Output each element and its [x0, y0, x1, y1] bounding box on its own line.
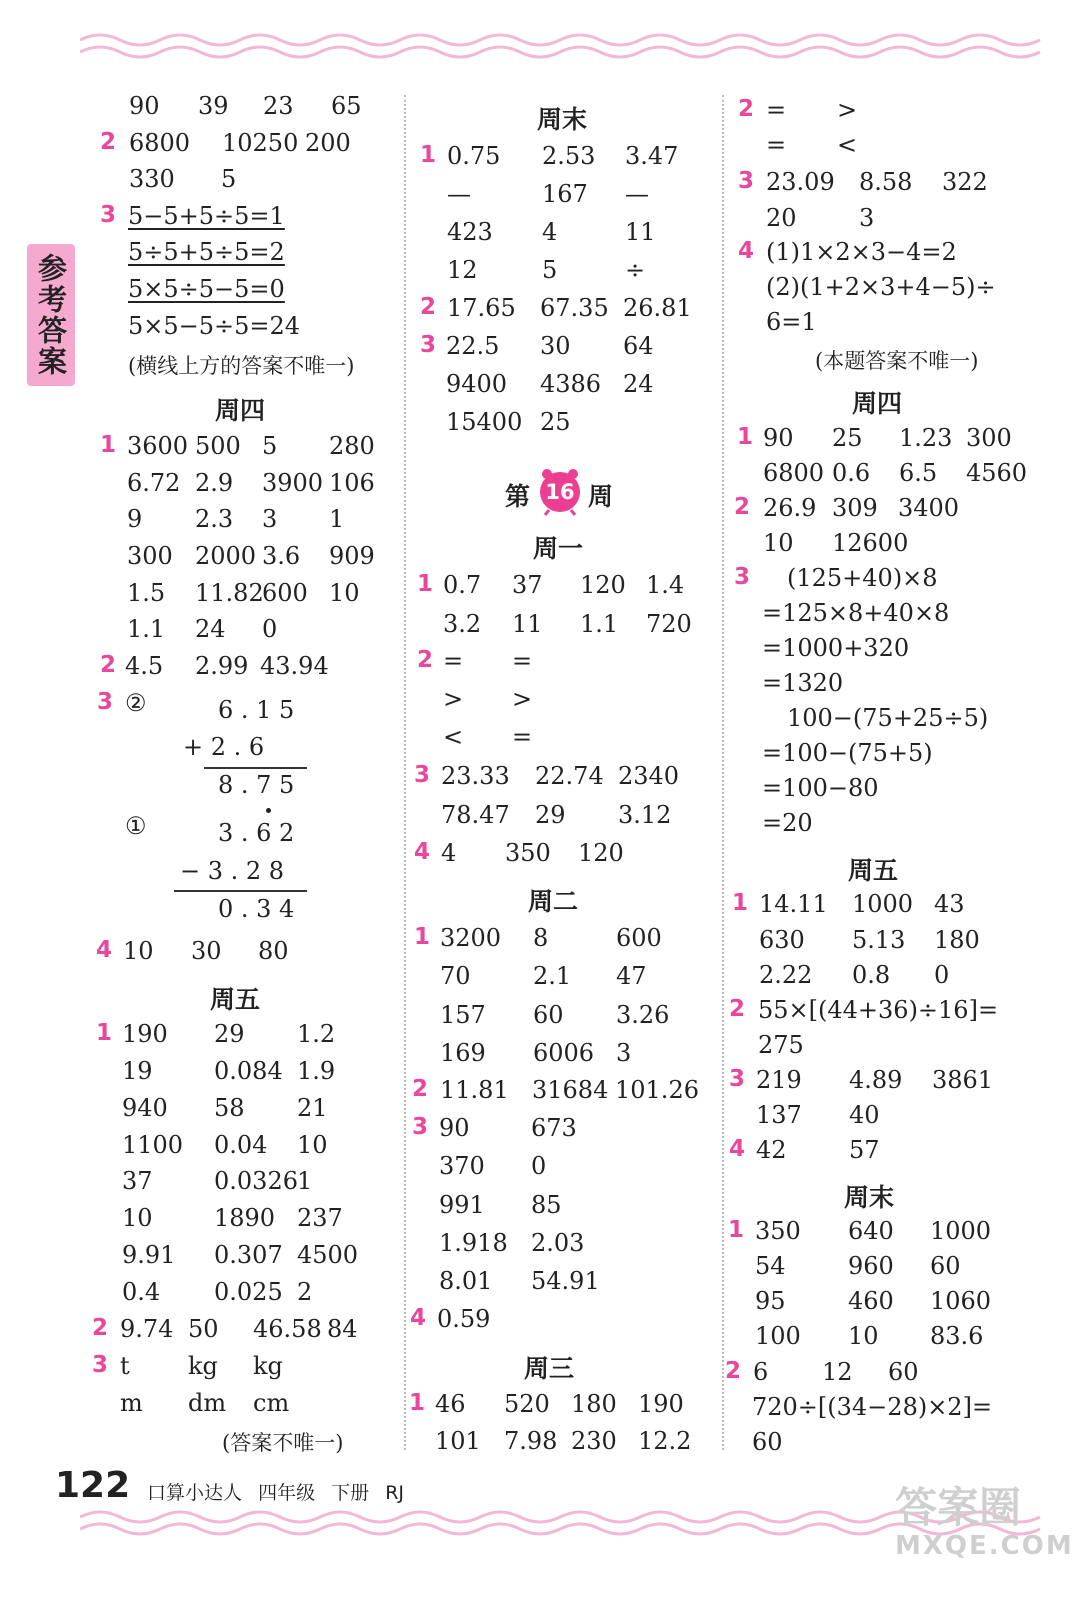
answer-value: 84	[327, 1315, 358, 1343]
answer-value: 4560	[966, 459, 1028, 487]
answer-value: 0	[934, 961, 950, 989]
answer-value: 230	[571, 1427, 617, 1455]
answer-value: 169	[440, 1039, 486, 1067]
book-grade: 四年级	[258, 1482, 316, 1504]
answer-value: 65	[331, 92, 362, 120]
answer-value: 0.6	[832, 459, 871, 487]
watermark-line1: 答案圈	[895, 1483, 1022, 1532]
vertical-calc-number: − 3 . 2 8	[180, 857, 285, 885]
watermark-line2: MXQE.COM	[895, 1531, 1074, 1561]
question-number: 1	[728, 1217, 745, 1243]
section-title-friday-2: 周五	[848, 856, 899, 885]
answer-value: 23.33	[441, 762, 510, 790]
answer-value: 3.12	[618, 801, 672, 829]
answer-value: 11.82	[195, 579, 264, 607]
answer-value: 23.09	[766, 168, 835, 196]
section-title-tuesday: 周二	[528, 887, 579, 916]
answer-value: 106	[329, 469, 375, 497]
answer-value: 4.5	[125, 652, 164, 680]
week-header-suffix: 周	[588, 482, 614, 511]
book-volume: 下册	[331, 1482, 370, 1504]
answer-value: 1100	[122, 1131, 184, 1159]
answer-value: —	[447, 180, 471, 208]
answer-value: 630	[759, 926, 805, 954]
answer-value: 6.72	[127, 469, 181, 497]
answer-value: =	[766, 96, 787, 124]
answer-value: 237	[297, 1204, 343, 1232]
answer-value: 24	[623, 370, 654, 398]
answer-value: 1.2	[297, 1020, 336, 1048]
answer-value: 24	[195, 615, 226, 643]
answer-value: t	[120, 1352, 130, 1380]
week-number-badge: 16	[540, 472, 580, 512]
answer-value: 29	[535, 801, 566, 829]
answer-value: 2.1	[533, 962, 572, 990]
answer-value: 3400	[898, 494, 960, 522]
answer-value: 2.03	[531, 1229, 585, 1257]
answer-value: 43.94	[260, 652, 329, 680]
question-number: 3	[738, 168, 755, 194]
equation-line: 6=1	[766, 308, 817, 336]
vertical-calc-number: 8 . 7 5	[218, 771, 295, 799]
answer-value: 200	[305, 129, 351, 157]
answer-value: 2.9	[195, 469, 234, 497]
answer-value: 1.1	[127, 615, 166, 643]
answer-value: 0.59	[437, 1305, 491, 1333]
answer-value: 11	[625, 218, 656, 246]
equation-line: 275	[758, 1031, 804, 1059]
answer-value: 64	[623, 332, 654, 360]
equation-line: (125+40)×8	[787, 564, 938, 592]
equation-line: 5−5+5÷5=1	[128, 202, 285, 230]
watermark	[895, 1475, 1074, 1561]
circled-marker: ②	[125, 689, 147, 717]
answer-value: 12	[447, 256, 478, 284]
answer-value: <	[837, 131, 858, 159]
question-number: 3	[97, 689, 114, 715]
answer-value: 30	[191, 937, 222, 965]
book-info	[147, 1478, 414, 1505]
answer-value: <	[443, 723, 464, 751]
equation-line: =100−(75+5)	[762, 739, 933, 767]
answer-value: 90	[439, 1114, 470, 1142]
answer-value: 600	[262, 579, 308, 607]
answer-value: 46	[435, 1390, 466, 1418]
answer-value: 10	[329, 579, 360, 607]
answer-value: 80	[258, 937, 289, 965]
question-number: 2	[725, 1358, 742, 1384]
equation-line: 720÷[(34−28)×2]=	[752, 1393, 993, 1421]
section-title-monday: 周一	[533, 534, 584, 563]
answer-value: 8.58	[859, 168, 913, 196]
answer-value: 25	[540, 408, 571, 436]
answer-value: 90	[763, 424, 794, 452]
answer-value: 10	[763, 529, 794, 557]
column-divider-2	[722, 95, 724, 1450]
question-number: 3	[414, 762, 431, 788]
answer-value: 0	[531, 1152, 547, 1180]
answer-value: 2.22	[759, 961, 813, 989]
answer-value: 157	[440, 1001, 486, 1029]
vertical-calc-number: 0 . 3 4	[218, 895, 295, 923]
answer-value: 2000	[195, 542, 257, 570]
answer-value: 350	[505, 839, 551, 867]
answer-value: 9	[127, 505, 143, 533]
answer-value: 120	[578, 839, 624, 867]
equation-line: 55×[(44+36)÷16]=	[758, 996, 999, 1024]
question-number: 2	[92, 1315, 109, 1341]
question-number: 2	[420, 294, 437, 320]
question-number: 4	[410, 1305, 427, 1331]
answer-value: 1890	[214, 1204, 276, 1232]
answer-value: 10	[123, 937, 154, 965]
section-title-wednesday: 周三	[524, 1354, 575, 1383]
equation-line: =1320	[762, 669, 844, 697]
answer-value: =	[512, 723, 533, 751]
question-number: 3	[412, 1114, 429, 1140]
answer-value: 300	[966, 424, 1012, 452]
answer-value: 1.5	[127, 579, 166, 607]
answer-value: 120	[580, 571, 626, 599]
equation-line: =100−80	[762, 774, 879, 802]
book-edition: RJ	[385, 1482, 404, 1504]
answer-value: 60	[930, 1252, 961, 1280]
answer-value: 720	[646, 610, 692, 638]
answer-value: m	[120, 1389, 143, 1417]
answer-value: 10	[297, 1131, 328, 1159]
answer-value: 12600	[832, 529, 909, 557]
question-number: 1	[417, 571, 434, 597]
answer-value: 25	[832, 424, 863, 452]
answer-value: 3200	[440, 924, 502, 952]
answer-value: 3.26	[616, 1001, 670, 1029]
answer-value: 85	[531, 1191, 562, 1219]
answer-value: 280	[329, 432, 375, 460]
answer-value: >	[837, 96, 858, 124]
equation-line: 60	[752, 1428, 783, 1456]
answer-value: 0	[262, 615, 278, 643]
answer-value: 4500	[297, 1241, 359, 1269]
answer-value: 0.307	[214, 1241, 283, 1269]
question-number: 2	[100, 129, 117, 155]
answer-value: 190	[638, 1390, 684, 1418]
answer-value: 322	[942, 168, 988, 196]
answer-value: 95	[755, 1287, 786, 1315]
answer-value: —	[625, 180, 649, 208]
answer-value: 26.9	[763, 494, 817, 522]
answer-value: 3600	[127, 432, 189, 460]
answer-value: 39	[198, 92, 229, 120]
answer-value: 3861	[932, 1066, 994, 1094]
answer-value: 2.3	[195, 505, 234, 533]
answer-value: 14.11	[759, 890, 828, 918]
equation-line: (2)(1+2×3+4−5)÷	[766, 273, 996, 301]
question-number: 3	[92, 1352, 109, 1378]
answer-value: =	[443, 647, 464, 675]
section-title-friday: 周五	[210, 985, 261, 1014]
answer-value: 6.5	[899, 459, 938, 487]
answer-value: 0.4	[122, 1278, 161, 1306]
answer-value: 350	[755, 1217, 801, 1245]
answer-value: 83.6	[930, 1322, 984, 1350]
answer-value: 10250	[222, 129, 299, 157]
answer-value: 1	[329, 505, 345, 533]
answer-value: 37	[512, 571, 543, 599]
section-title-thursday: 周四	[215, 396, 266, 425]
answer-value: 640	[848, 1217, 894, 1245]
answer-value: 19	[122, 1057, 153, 1085]
answer-value: 9400	[446, 370, 508, 398]
answer-value: 0.8	[852, 961, 891, 989]
answer-value: 3	[859, 204, 875, 232]
question-number: 3	[729, 1066, 746, 1092]
answer-value: =	[766, 131, 787, 159]
answer-value: 5	[221, 165, 237, 193]
answer-value: 8.01	[439, 1267, 493, 1295]
answer-value: 54.91	[531, 1267, 600, 1295]
answer-value: 600	[616, 924, 662, 952]
answer-value: 101	[435, 1427, 481, 1455]
vertical-sub-line	[174, 890, 307, 892]
decorative-wave-top	[80, 28, 1060, 68]
answer-value: 22.5	[446, 332, 500, 360]
answer-value: 991	[439, 1191, 485, 1219]
carry-dot	[266, 808, 271, 813]
equation-line: (1)1×2×3−4=2	[766, 238, 957, 266]
answer-value: 26.81	[623, 294, 692, 322]
answer-value: 7.98	[504, 1427, 558, 1455]
question-number: 2	[734, 494, 751, 520]
answer-value: 0.75	[447, 142, 501, 170]
answer-value: 30	[540, 332, 571, 360]
answer-value: 29	[214, 1020, 245, 1048]
circled-marker: ①	[125, 812, 147, 840]
book-title: 口算小达人	[147, 1482, 243, 1504]
answer-value: 0.084	[214, 1057, 283, 1085]
answer-value: 15400	[446, 408, 523, 436]
answer-value: 2.99	[195, 652, 249, 680]
answer-value: 5	[542, 256, 558, 284]
answer-note: (答案不唯一)	[222, 1431, 344, 1455]
question-number: 3	[734, 564, 751, 590]
answer-value: 3900	[262, 469, 324, 497]
question-number: 4	[414, 839, 431, 865]
answer-value: 423	[447, 218, 493, 246]
equation-line: 100−(75+25÷5)	[787, 704, 989, 732]
answer-value: 500	[195, 432, 241, 460]
answer-value: 12	[822, 1358, 853, 1386]
answer-value: 6006	[533, 1039, 595, 1067]
answer-value: 9.74	[120, 1315, 174, 1343]
answer-value: 31684	[532, 1076, 609, 1104]
answer-value: 3.47	[625, 142, 679, 170]
answer-value: >	[512, 685, 533, 713]
answer-value: 58	[214, 1094, 245, 1122]
answer-value: 21	[297, 1094, 328, 1122]
answer-value: 54	[755, 1252, 786, 1280]
answer-note: (横线上方的答案不唯一)	[128, 354, 355, 378]
question-number: 1	[96, 1020, 113, 1046]
question-number: 2	[417, 647, 434, 673]
answer-value: 370	[439, 1152, 485, 1180]
vertical-calc-number: + 2 . 6	[183, 733, 265, 761]
answer-note: (本题答案不唯一)	[815, 349, 979, 373]
question-number: 4	[729, 1136, 746, 1162]
answer-value: 1.1	[580, 610, 619, 638]
answer-value: 40	[849, 1101, 880, 1129]
answer-value: 20	[766, 204, 797, 232]
answer-value: 101.26	[615, 1076, 699, 1104]
answer-value: 940	[122, 1094, 168, 1122]
answer-value: 673	[531, 1114, 577, 1142]
question-number: 1	[100, 432, 117, 458]
answer-value: 46.58	[253, 1315, 322, 1343]
answer-value: 1.918	[439, 1229, 508, 1257]
column-divider-1	[404, 95, 406, 1450]
answer-value: 5	[262, 432, 278, 460]
page-number: 122	[55, 1465, 131, 1506]
answer-value: kg	[188, 1352, 218, 1380]
answer-value: 11.81	[440, 1076, 509, 1104]
answer-value: 57	[849, 1136, 880, 1164]
question-number: 3	[100, 202, 117, 228]
answer-value: 1	[297, 1167, 313, 1195]
answer-value: 909	[329, 542, 375, 570]
section-title-weekend-2: 周末	[844, 1183, 895, 1212]
vertical-calc-number: 3 . 6 2	[218, 819, 295, 847]
answer-value: 1060	[930, 1287, 992, 1315]
question-number: 3	[420, 332, 437, 358]
question-number: 2	[738, 96, 755, 122]
answer-value: 10	[122, 1204, 153, 1232]
answer-value: 180	[934, 926, 980, 954]
answer-value: 47	[616, 962, 647, 990]
answer-value: 6800	[763, 459, 825, 487]
question-number: 1	[414, 924, 431, 950]
question-number: 2	[412, 1076, 429, 1102]
answer-value: cm	[253, 1389, 290, 1417]
answer-value: 5.13	[852, 926, 906, 954]
answer-value: 520	[504, 1390, 550, 1418]
answer-value: 1000	[930, 1217, 992, 1245]
vertical-add-line	[204, 767, 307, 769]
answer-value: 180	[571, 1390, 617, 1418]
answer-value: 1000	[852, 890, 914, 918]
answer-value: 300	[127, 542, 173, 570]
side-tab-answers	[27, 244, 75, 386]
answer-value: 67.35	[540, 294, 609, 322]
answer-value: 60	[533, 1001, 564, 1029]
answer-value: 2	[297, 1278, 313, 1306]
answer-value: =	[512, 647, 533, 675]
equation-line: 5÷5+5÷5=2	[128, 238, 285, 266]
answer-value: 6800	[129, 129, 191, 157]
answer-value: 11	[512, 610, 543, 638]
vertical-calc-number: 6 . 1 5	[218, 696, 295, 724]
answer-value: 4386	[540, 370, 602, 398]
answer-value: 3	[616, 1039, 632, 1067]
answer-value: 78.47	[441, 801, 510, 829]
answer-value: 43	[934, 890, 965, 918]
equation-line: 5×5÷5−5=0	[128, 275, 285, 303]
answer-value: 309	[832, 494, 878, 522]
answer-value: 0.04	[214, 1131, 268, 1159]
section-title-weekend: 周末	[537, 105, 588, 134]
equation-line: =125×8+40×8	[762, 599, 950, 627]
section-title-thursday-2: 周四	[852, 389, 903, 418]
answer-value: 10	[848, 1322, 879, 1350]
answer-value: 460	[848, 1287, 894, 1315]
answer-value: 0.0326	[214, 1167, 298, 1195]
answer-value: 137	[756, 1101, 802, 1129]
answer-value: 22.74	[535, 762, 604, 790]
answer-value: 3.2	[443, 610, 482, 638]
answer-value: 3.6	[262, 542, 301, 570]
question-number: 2	[100, 652, 117, 678]
side-tab-label: 参考答案	[34, 253, 68, 377]
answer-value: kg	[253, 1352, 283, 1380]
answer-value: 2340	[618, 762, 680, 790]
answer-value: 1.23	[899, 424, 953, 452]
answer-value: 17.65	[447, 294, 516, 322]
answer-value: 1.9	[297, 1057, 336, 1085]
equation-line: =20	[762, 809, 813, 837]
answer-value: 3	[262, 505, 278, 533]
answer-value: 330	[129, 165, 175, 193]
answer-value: 4.89	[849, 1066, 903, 1094]
answer-value: 190	[122, 1020, 168, 1048]
answer-value: 42	[756, 1136, 787, 1164]
answer-value: 50	[188, 1315, 219, 1343]
answer-value: 70	[440, 962, 471, 990]
answer-value: 12.2	[638, 1427, 692, 1455]
answer-value: dm	[188, 1389, 227, 1417]
question-number: 2	[729, 996, 746, 1022]
equation-line: 5×5−5÷5=24	[128, 312, 301, 340]
answer-value: 6	[753, 1358, 769, 1386]
answer-value: 100	[755, 1322, 801, 1350]
answer-value: 1.4	[646, 571, 685, 599]
question-number: 4	[96, 937, 113, 963]
answer-value: ÷	[625, 256, 646, 284]
answer-value: 23	[263, 92, 294, 120]
answer-value: 167	[542, 180, 588, 208]
answer-value: 0.7	[443, 571, 482, 599]
equation-line: =1000+320	[762, 634, 910, 662]
answer-value: 60	[888, 1358, 919, 1386]
answer-value: 37	[122, 1167, 153, 1195]
answer-value: 219	[756, 1066, 802, 1094]
question-number: 1	[737, 424, 754, 450]
answer-value: 2.53	[542, 142, 596, 170]
question-number: 1	[420, 142, 437, 168]
answer-value: 4	[542, 218, 558, 246]
week-header-prefix: 第	[505, 482, 531, 511]
answer-value: 90	[129, 92, 160, 120]
answer-value: 4	[441, 839, 457, 867]
answer-value: 8	[533, 924, 549, 952]
answer-value: >	[443, 685, 464, 713]
question-number: 1	[409, 1390, 426, 1416]
answer-value: 960	[848, 1252, 894, 1280]
answer-value: 9.91	[122, 1241, 176, 1269]
question-number: 4	[738, 238, 755, 264]
question-number: 1	[732, 890, 749, 916]
answer-value: 0.025	[214, 1278, 283, 1306]
